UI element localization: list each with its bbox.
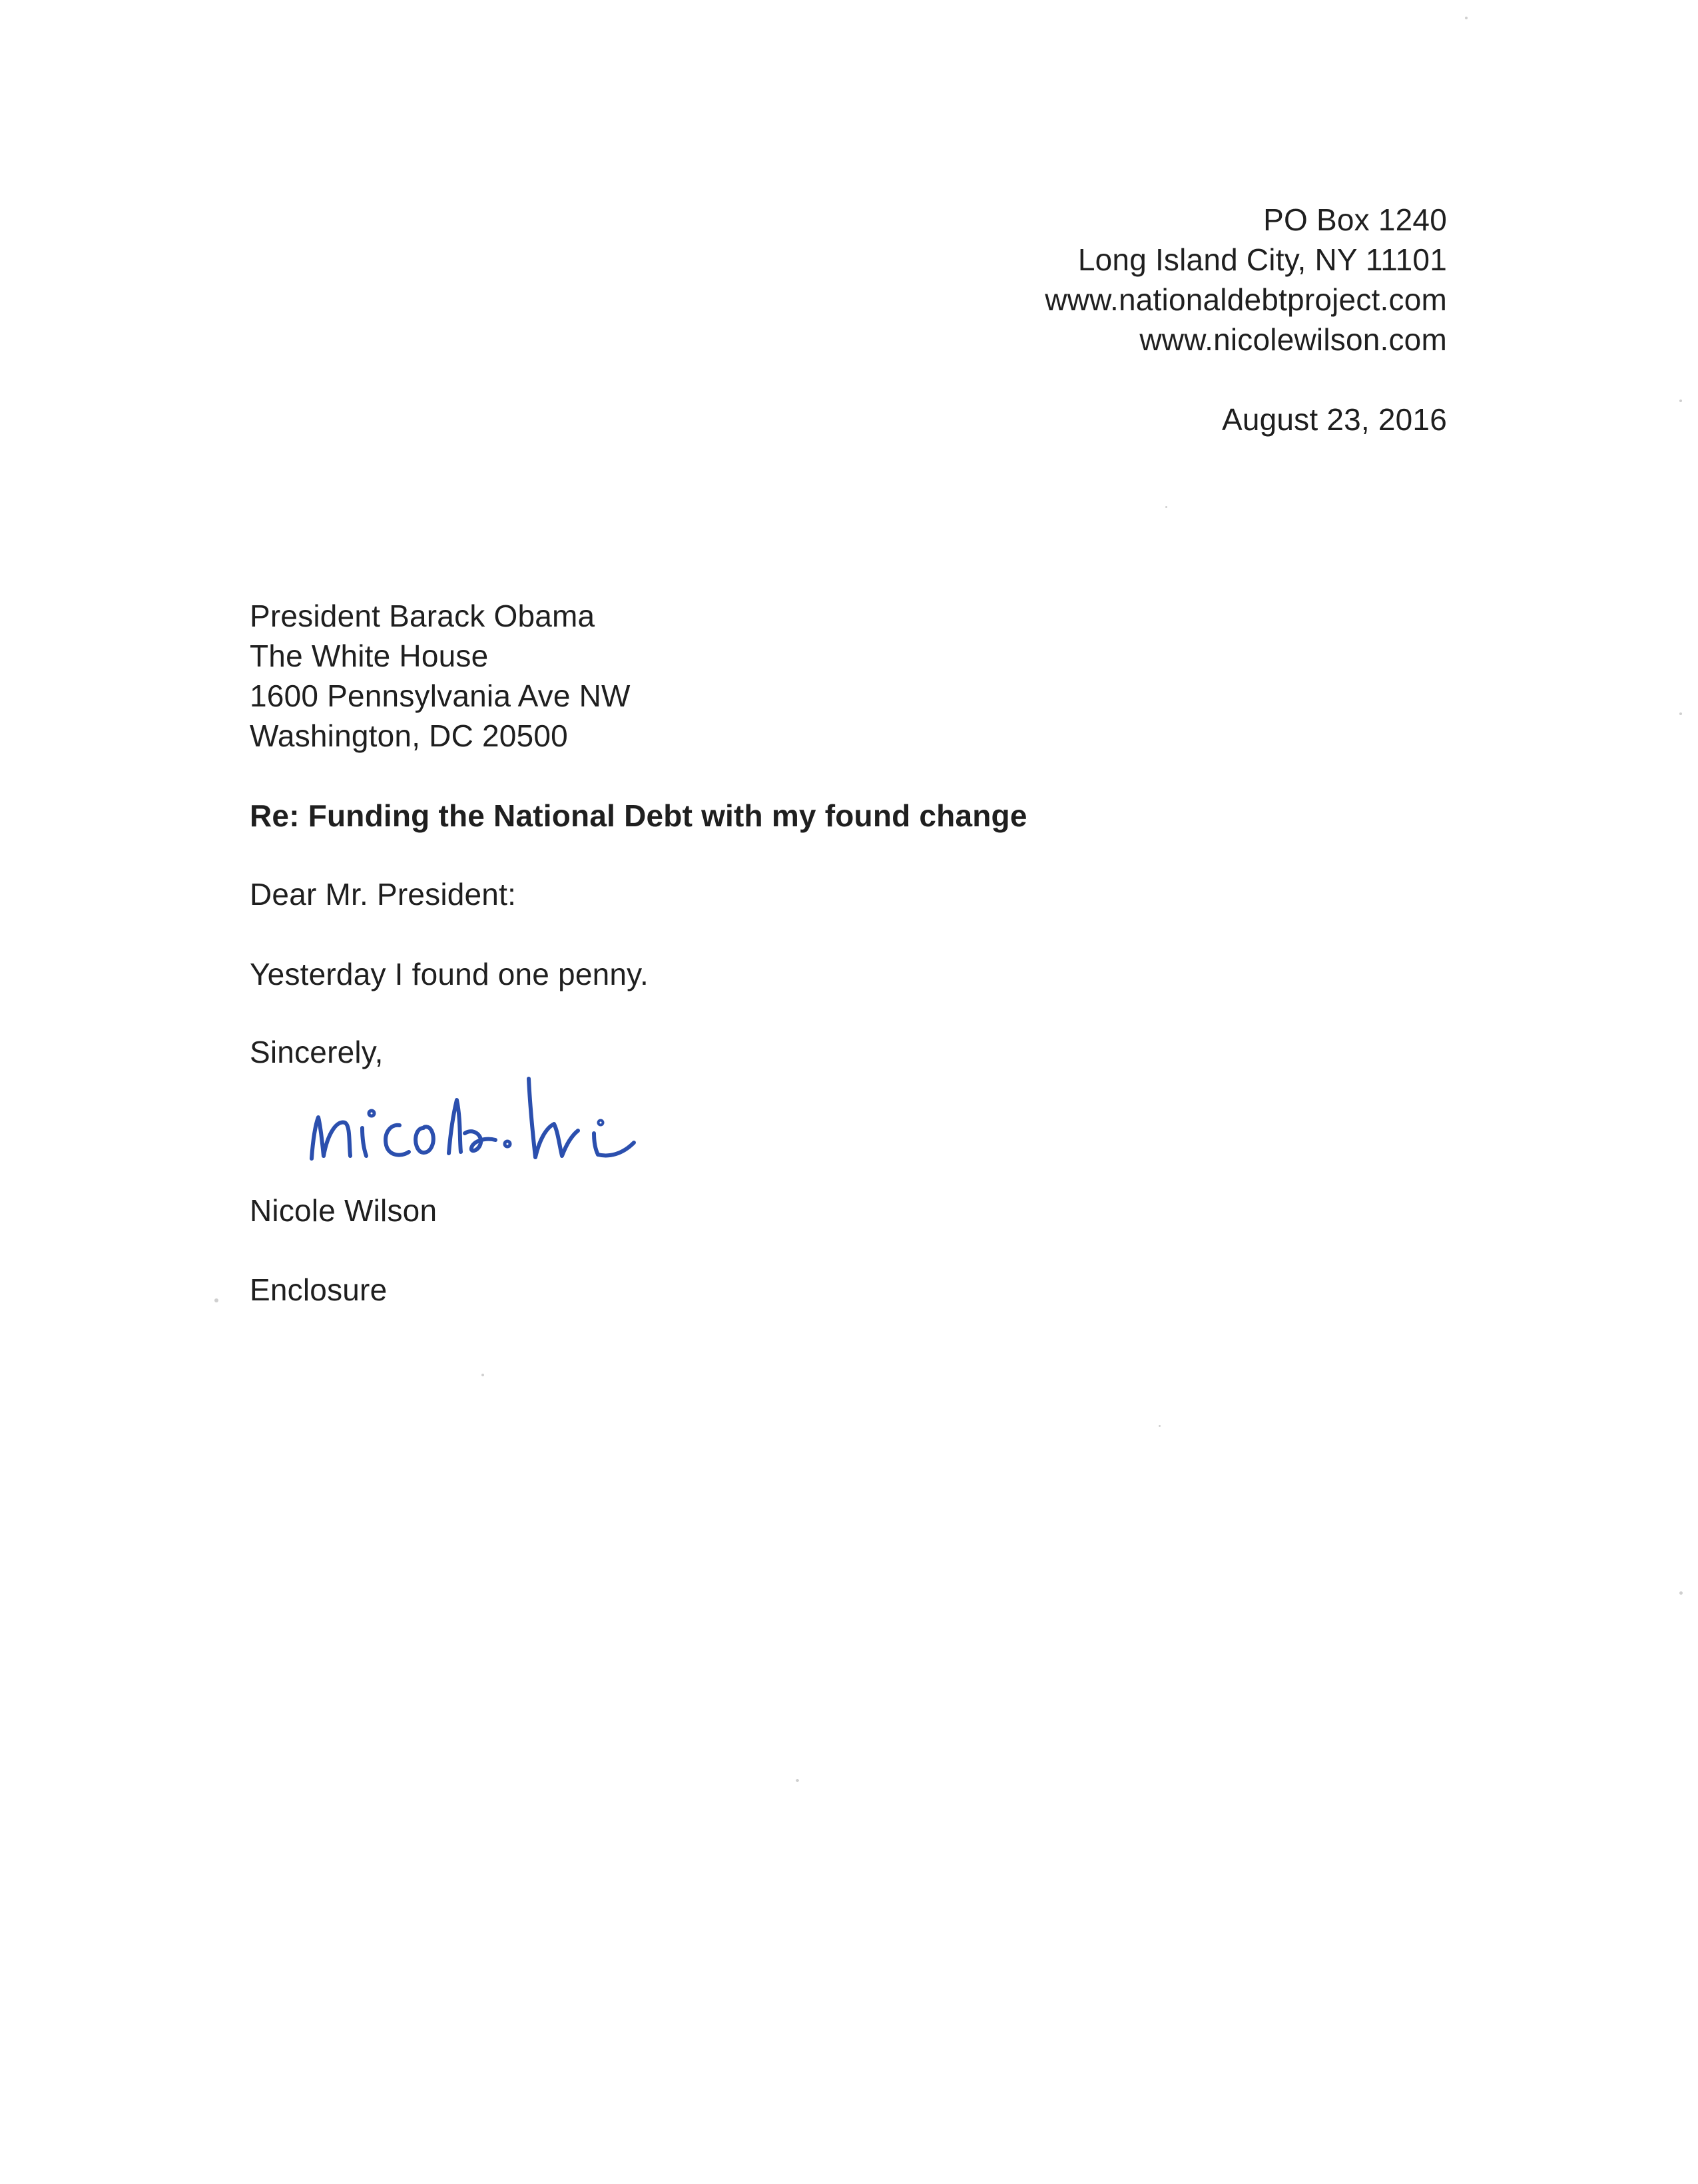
recipient-name: President Barack Obama [250,599,595,633]
signer-name: Nicole Wilson [250,1193,437,1228]
scan-speck [1679,400,1682,402]
sender-website-2: www.nicolewilson.com [1139,322,1447,357]
sender-website-1: www.nationaldebtproject.com [1045,282,1447,317]
scan-speck [1165,506,1167,508]
recipient-line2: The White House [250,639,489,673]
scan-speck [1679,1591,1683,1595]
sender-address-line1: PO Box 1240 [1263,202,1447,237]
scan-speck [1465,17,1468,19]
recipient-line4: Washington, DC 20500 [250,718,568,753]
scan-speck [214,1298,218,1302]
scan-speck [1679,712,1682,715]
sender-address-line2: Long Island City, NY 11101 [1077,242,1447,277]
scan-speck [481,1374,484,1376]
enclosure-note: Enclosure [250,1272,388,1307]
letter-date: August 23, 2016 [1221,402,1447,437]
recipient-line3: 1600 Pennsylvania Ave NW [250,679,631,713]
subject-line: Re: Funding the National Debt with my found change [250,798,1027,833]
handwritten-signature [293,1059,653,1172]
salutation: Dear Mr. President: [250,877,517,912]
letter-body: Yesterday I found one penny. [250,957,649,991]
closing: Sincerely, [250,1035,384,1069]
scan-speck [796,1779,799,1782]
scan-speck [1159,1425,1161,1427]
